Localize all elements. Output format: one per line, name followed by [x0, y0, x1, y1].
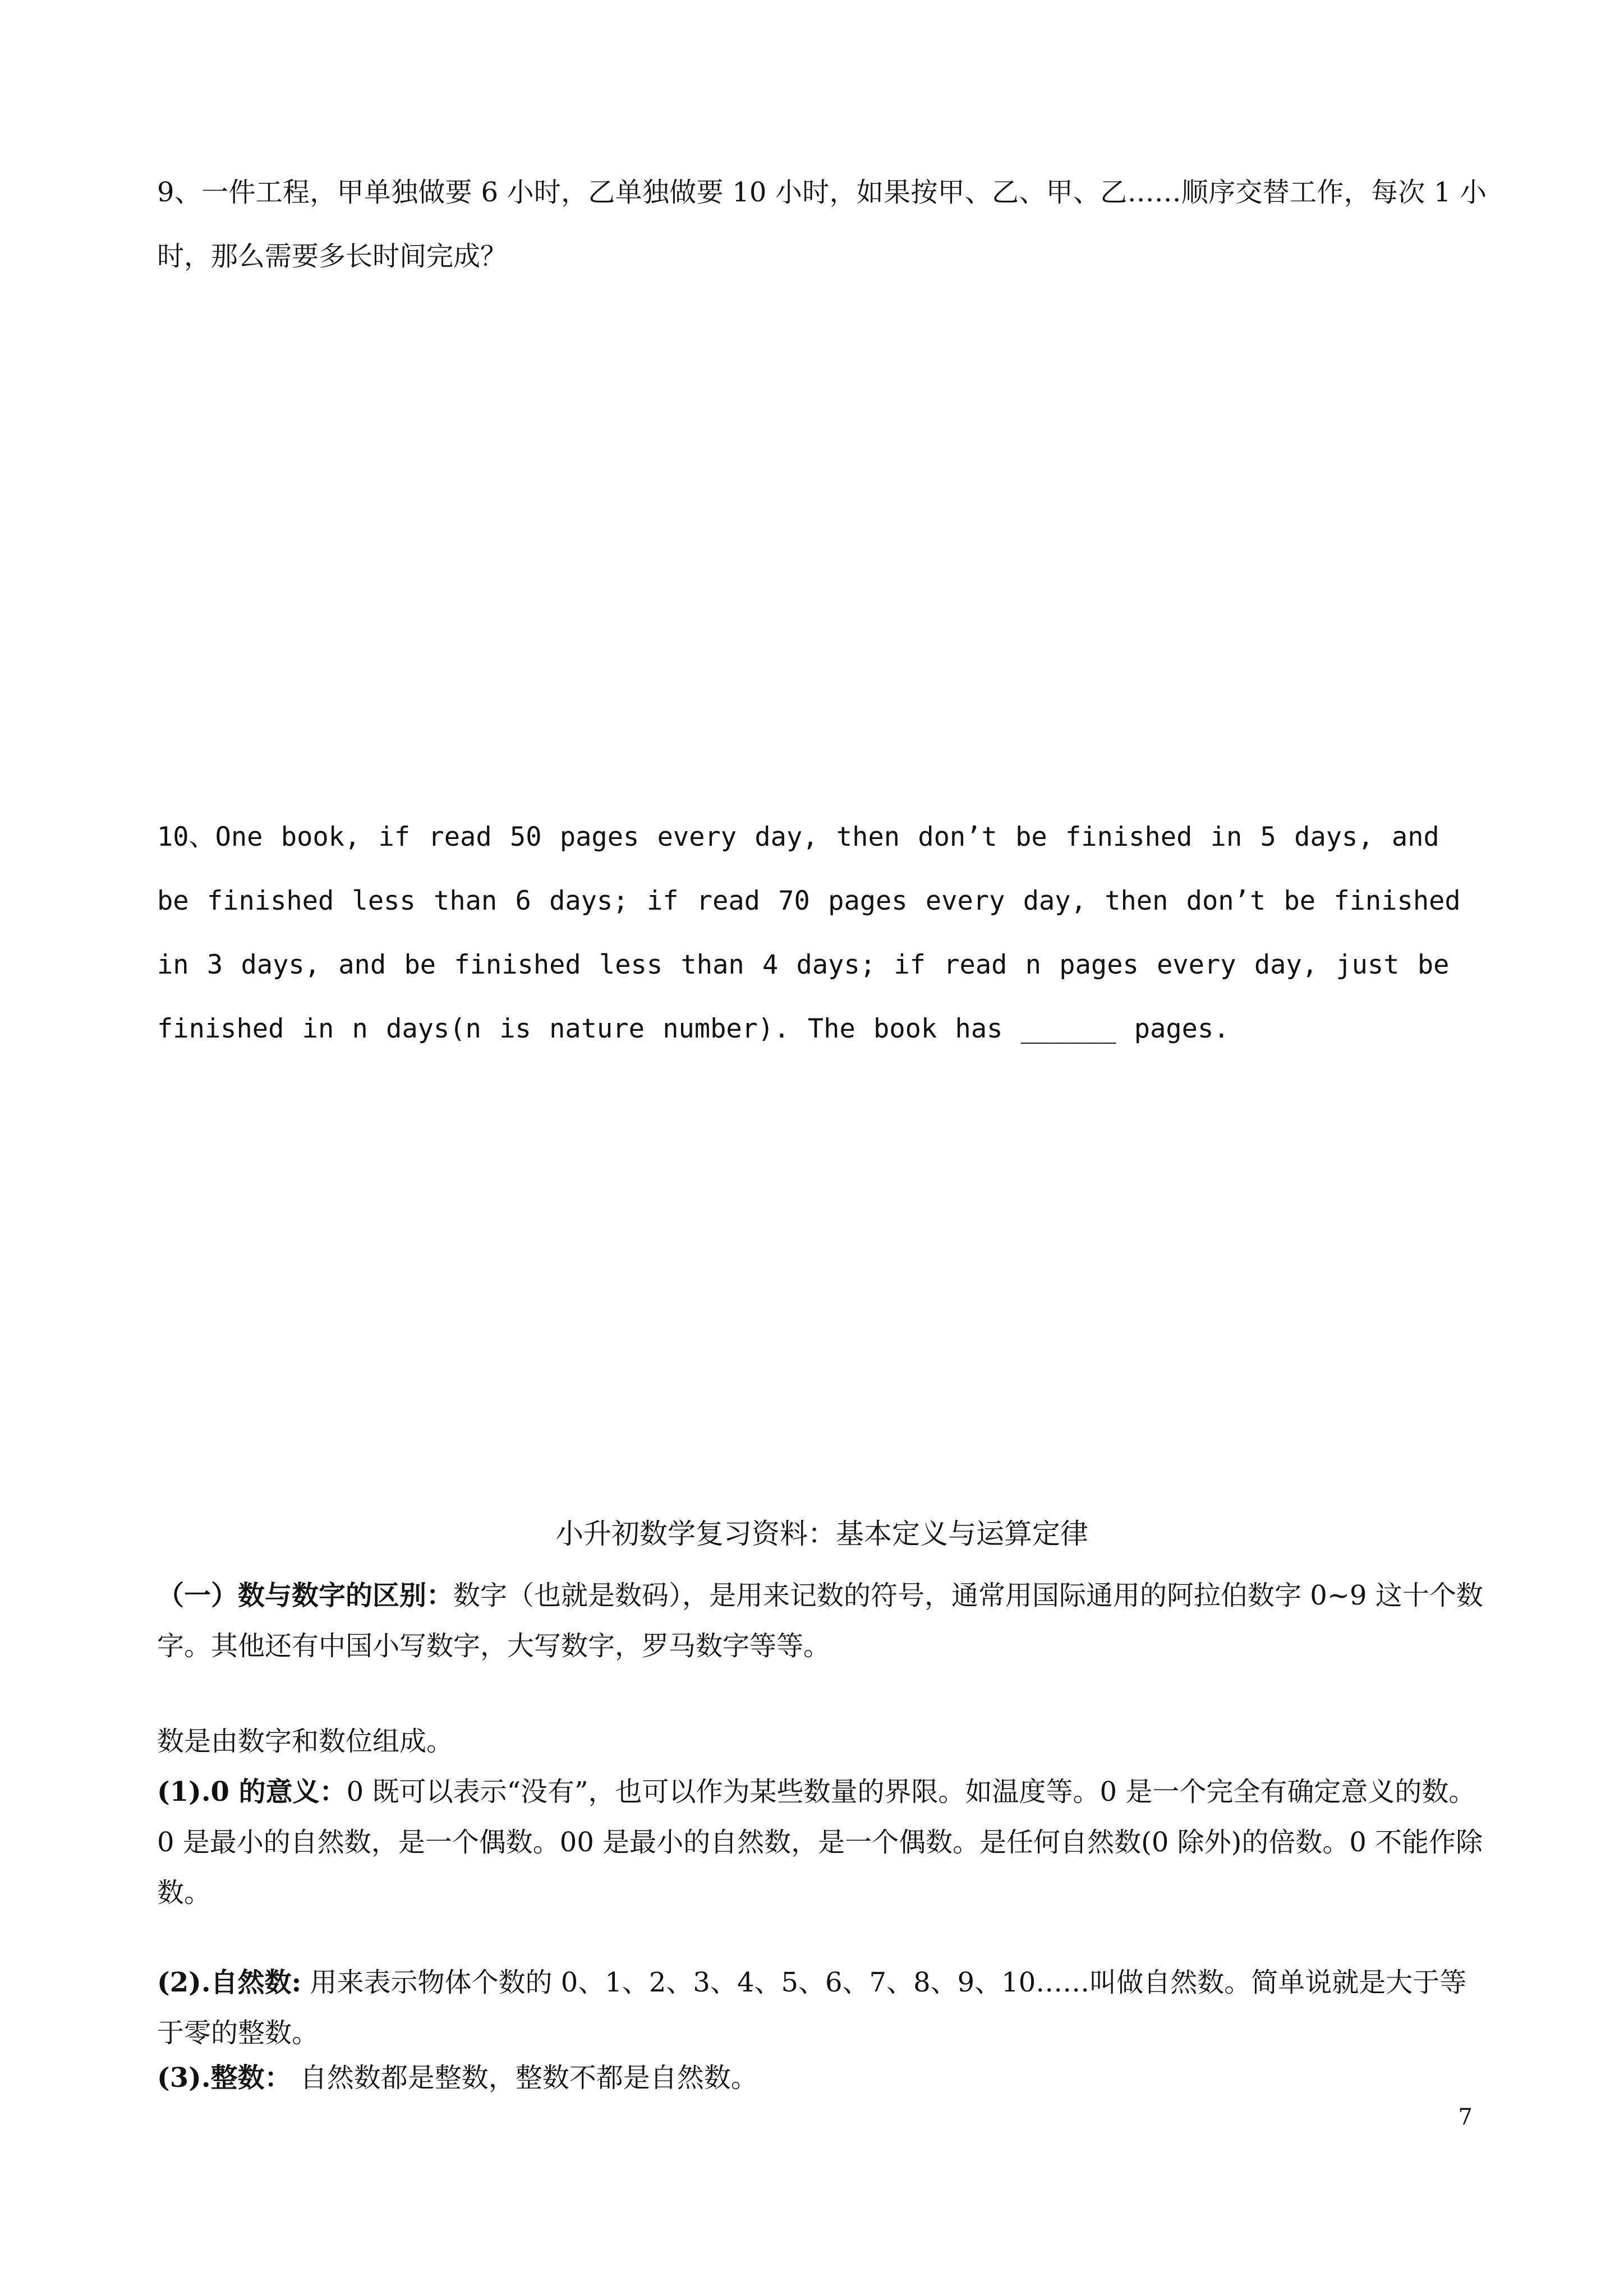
definition-label: (1).0 的意义：: [157, 1776, 347, 1808]
definition-text: 0 既可以表示“没有”，也可以作为某些数量的界限。如温度等。0 是一个完全有确定意义的数。0 是最小的自然数，是一个偶数。00 是最小的自然数，是一个偶数。是任何自然数(0 除外)的倍数。0 不能作除数。: [157, 1776, 1483, 1908]
definition-text: 用来表示物体个数的 0、1、2、3、4、5、6、7、8、9、10……叫做自然数。简单说就是大于等于零的整数。: [157, 1967, 1467, 2049]
definition-text: 数是由数字和数位组成。: [157, 1726, 454, 1757]
definition-label: （一）数与数字的区别：: [157, 1580, 454, 1611]
problem-10: 10、One book, if read 50 pages every day, then don’t be finished in 5 days, and be finished less than 6 days; if read 70 pages every day, then don’t be finished in 3 days, and be finished less than 4 days; if read n pages every day, just be finished in n days(n is nature number). The book has ______ pages.: [157, 822, 1461, 1044]
definition-number-vs-digit: [157, 1570, 1487, 1671]
section-title: 小升初数学复习资料：基本定义与运算定律: [555, 1518, 1088, 1550]
definition-text: 数字（也就是数码），是用来记数的符号，通常用国际通用的阿拉伯数字 0~9 这十个数字。其他还有中国小写数字，大写数字，罗马数字等等。: [157, 1580, 1483, 1662]
definition-integer: [157, 2053, 1487, 2103]
definition-label: (2).自然数:: [157, 1967, 302, 1998]
page-number: 7: [1458, 2104, 1473, 2130]
definition-zero: [157, 1767, 1487, 1918]
problem-9: 9、一件工程，甲单独做要 6 小时，乙单独做要 10 小时，如果按甲、乙、甲、乙……顺序交替工作，每次 1 小时，那么需要多长时间完成？: [157, 177, 1487, 272]
definition-text: 自然数都是整数，整数不都是自然数。: [291, 2062, 758, 2094]
definition-label: (3).整数：: [157, 2062, 292, 2094]
definition-number-composition: [157, 1716, 1487, 1767]
definition-natural-number: [157, 1957, 1487, 2058]
